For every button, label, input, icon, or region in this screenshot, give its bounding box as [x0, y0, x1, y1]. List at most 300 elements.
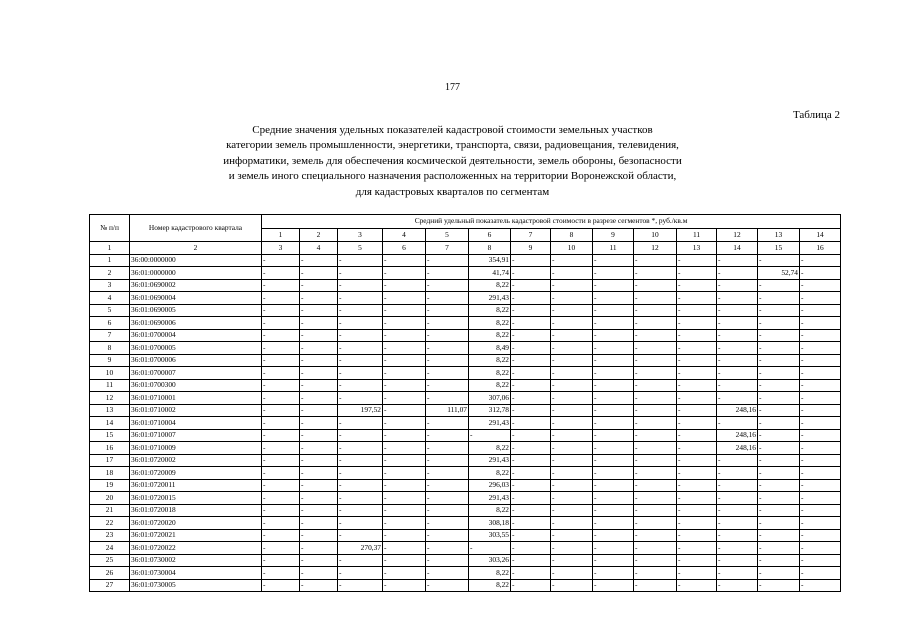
- segment-value-cell: -: [426, 554, 469, 567]
- segment-value-cell: -: [634, 392, 677, 405]
- segment-value-cell: -: [800, 542, 841, 555]
- cadastral-quarter-cell: 36:01:0720009: [130, 467, 262, 480]
- segment-value-cell: -: [338, 567, 383, 580]
- segment-number: 14: [800, 228, 841, 242]
- segment-value-cell: -: [634, 504, 677, 517]
- segment-value-cell: -: [383, 479, 426, 492]
- row-number-cell: 21: [90, 504, 130, 517]
- segment-value-cell: -: [758, 342, 800, 355]
- segment-value-cell: -: [634, 267, 677, 280]
- segment-value-cell: 308,18: [469, 517, 511, 530]
- segment-value-cell: -: [338, 479, 383, 492]
- cadastral-quarter-cell: 36:01:0690004: [130, 292, 262, 305]
- segment-value-cell: -: [800, 267, 841, 280]
- segment-value-cell: -: [511, 304, 551, 317]
- row-number-cell: 22: [90, 517, 130, 530]
- segment-number: 8: [551, 228, 593, 242]
- segment-value-cell: 8,22: [469, 379, 511, 392]
- column-number: 15: [758, 242, 800, 255]
- row-number-cell: 26: [90, 567, 130, 580]
- segment-value-cell: -: [383, 317, 426, 330]
- segment-value-cell: -: [338, 579, 383, 592]
- segment-value-cell: -: [262, 329, 300, 342]
- row-number-cell: 9: [90, 354, 130, 367]
- segment-value-cell: -: [262, 367, 300, 380]
- segment-value-cell: -: [717, 517, 758, 530]
- cadastral-quarter-cell: 36:00:0000000: [130, 254, 262, 267]
- segment-value-cell: -: [758, 254, 800, 267]
- segment-value-cell: -: [300, 404, 338, 417]
- segment-value-cell: -: [593, 329, 634, 342]
- cadastral-quarter-cell: 36:01:0700006: [130, 354, 262, 367]
- table-row: [90, 542, 841, 555]
- column-number: 10: [551, 242, 593, 255]
- segment-value-cell: -: [262, 529, 300, 542]
- segment-value-cell: -: [511, 579, 551, 592]
- segment-value-cell: -: [593, 267, 634, 280]
- segment-value-cell: -: [717, 554, 758, 567]
- segment-value-cell: -: [300, 517, 338, 530]
- segment-value-cell: -: [634, 517, 677, 530]
- segment-value-cell: -: [383, 342, 426, 355]
- segment-value-cell: -: [551, 404, 593, 417]
- segment-value-cell: -: [551, 429, 593, 442]
- segment-value-cell: -: [511, 504, 551, 517]
- segment-value-cell: -: [300, 367, 338, 380]
- segment-value-cell: -: [717, 579, 758, 592]
- segment-value-cell: -: [717, 329, 758, 342]
- segment-value-cell: -: [551, 467, 593, 480]
- segment-value-cell: -: [383, 329, 426, 342]
- table-row: [90, 292, 841, 305]
- segment-value-cell: -: [383, 492, 426, 505]
- segment-value-cell: -: [800, 567, 841, 580]
- segment-value-cell: -: [551, 567, 593, 580]
- table-row: [90, 417, 841, 430]
- segment-value-cell: -: [800, 317, 841, 330]
- row-number-cell: 20: [90, 492, 130, 505]
- table-body: [90, 254, 841, 592]
- segment-value-cell: -: [300, 467, 338, 480]
- segment-value-cell: -: [426, 479, 469, 492]
- segment-value-cell: -: [262, 429, 300, 442]
- segment-value-cell: -: [262, 479, 300, 492]
- segment-value-cell: -: [426, 504, 469, 517]
- segment-value-cell: -: [717, 354, 758, 367]
- segment-value-cell: -: [426, 567, 469, 580]
- segment-value-cell: -: [758, 417, 800, 430]
- segment-value-cell: -: [800, 554, 841, 567]
- segment-value-cell: -: [634, 429, 677, 442]
- row-number-cell: 17: [90, 454, 130, 467]
- segment-number: 9: [593, 228, 634, 242]
- segment-value-cell: 8,22: [469, 279, 511, 292]
- segment-value-cell: -: [426, 529, 469, 542]
- segment-value-cell: -: [338, 442, 383, 455]
- segment-value-cell: 303,55: [469, 529, 511, 542]
- cadastral-quarter-cell: 36:01:0700004: [130, 329, 262, 342]
- segment-value-cell: -: [717, 567, 758, 580]
- cadastral-quarter-cell: 36:01:0710009: [130, 442, 262, 455]
- segment-value-cell: -: [426, 279, 469, 292]
- segment-value-cell: 8,22: [469, 317, 511, 330]
- segment-number: 6: [469, 228, 511, 242]
- segment-value-cell: 8,49: [469, 342, 511, 355]
- segment-value-cell: -: [426, 542, 469, 555]
- header-segment-group: Средний удельный показатель кадастровой стоимости в разрезе сегментов *, руб./кв.м: [262, 215, 841, 229]
- segment-value-cell: -: [262, 417, 300, 430]
- segment-value-cell: -: [262, 404, 300, 417]
- segment-value-cell: 197,52: [338, 404, 383, 417]
- segment-value-cell: -: [758, 392, 800, 405]
- column-number: 11: [593, 242, 634, 255]
- segment-value-cell: -: [551, 542, 593, 555]
- segment-value-cell: -: [634, 404, 677, 417]
- segment-value-cell: -: [426, 379, 469, 392]
- segment-value-cell: 41,74: [469, 267, 511, 280]
- segment-value-cell: -: [262, 379, 300, 392]
- document-title: [0, 123, 905, 200]
- segment-value-cell: -: [800, 392, 841, 405]
- segment-value-cell: -: [338, 379, 383, 392]
- segment-value-cell: -: [717, 529, 758, 542]
- segment-value-cell: -: [338, 354, 383, 367]
- row-number-cell: 11: [90, 379, 130, 392]
- segment-value-cell: -: [593, 542, 634, 555]
- segment-value-cell: -: [593, 504, 634, 517]
- cadastral-quarter-cell: 36:01:0720020: [130, 517, 262, 530]
- segment-value-cell: -: [426, 492, 469, 505]
- row-number-cell: 1: [90, 254, 130, 267]
- segment-value-cell: -: [551, 392, 593, 405]
- segment-value-cell: -: [383, 354, 426, 367]
- segment-value-cell: 8,22: [469, 442, 511, 455]
- segment-number: 5: [426, 228, 469, 242]
- segment-value-cell: -: [551, 479, 593, 492]
- segment-value-cell: -: [593, 317, 634, 330]
- segment-value-cell: -: [634, 379, 677, 392]
- segment-value-cell: -: [551, 529, 593, 542]
- cadastral-quarter-cell: 36:01:0730005: [130, 579, 262, 592]
- row-number-cell: 16: [90, 442, 130, 455]
- table-row: [90, 404, 841, 417]
- table-row: [90, 354, 841, 367]
- cadastral-quarter-cell: 36:01:0700005: [130, 342, 262, 355]
- segment-value-cell: -: [262, 254, 300, 267]
- segment-value-cell: -: [426, 317, 469, 330]
- segment-value-cell: -: [758, 554, 800, 567]
- table-row: [90, 379, 841, 392]
- segment-value-cell: -: [717, 292, 758, 305]
- segment-value-cell: -: [717, 467, 758, 480]
- title-line: для кадастровых кварталов по сегментам: [355, 185, 550, 198]
- segment-value-cell: -: [383, 292, 426, 305]
- segment-number: 10: [634, 228, 677, 242]
- segment-value-cell: -: [800, 329, 841, 342]
- segment-value-cell: -: [262, 579, 300, 592]
- segment-value-cell: -: [551, 329, 593, 342]
- segment-value-cell: -: [593, 304, 634, 317]
- segment-value-cell: 270,37: [338, 542, 383, 555]
- row-number-cell: 18: [90, 467, 130, 480]
- segment-value-cell: -: [551, 417, 593, 430]
- cadastral-quarter-cell: 36:01:0720002: [130, 454, 262, 467]
- segment-value-cell: -: [383, 442, 426, 455]
- segment-value-cell: -: [634, 342, 677, 355]
- segment-value-cell: -: [511, 267, 551, 280]
- segment-value-cell: -: [383, 542, 426, 555]
- column-number: 12: [634, 242, 677, 255]
- segment-value-cell: -: [677, 579, 717, 592]
- segment-value-cell: 8,22: [469, 354, 511, 367]
- segment-value-cell: -: [758, 367, 800, 380]
- segment-number: 12: [717, 228, 758, 242]
- segment-value-cell: -: [338, 329, 383, 342]
- segment-value-cell: -: [300, 417, 338, 430]
- segment-value-cell: -: [511, 479, 551, 492]
- table-row: [90, 304, 841, 317]
- segment-value-cell: -: [511, 492, 551, 505]
- segment-value-cell: -: [593, 292, 634, 305]
- segment-value-cell: 111,07: [426, 404, 469, 417]
- segment-value-cell: -: [551, 317, 593, 330]
- segment-value-cell: -: [426, 367, 469, 380]
- segment-value-cell: -: [677, 329, 717, 342]
- cadastral-quarter-cell: 36:01:0720021: [130, 529, 262, 542]
- segment-value-cell: -: [300, 567, 338, 580]
- segment-value-cell: -: [677, 404, 717, 417]
- segment-value-cell: 248,16: [717, 404, 758, 417]
- segment-value-cell: -: [426, 254, 469, 267]
- column-number: 14: [717, 242, 758, 255]
- cadastral-quarter-cell: 36:01:0720011: [130, 479, 262, 492]
- segment-value-cell: -: [677, 554, 717, 567]
- segment-value-cell: -: [551, 504, 593, 517]
- segment-value-cell: -: [677, 467, 717, 480]
- segment-value-cell: -: [262, 442, 300, 455]
- segment-value-cell: -: [383, 517, 426, 530]
- segment-number: 1: [262, 228, 300, 242]
- segment-value-cell: -: [593, 379, 634, 392]
- segment-value-cell: -: [383, 567, 426, 580]
- segment-value-cell: -: [338, 467, 383, 480]
- segment-value-cell: -: [511, 542, 551, 555]
- segment-value-cell: -: [383, 504, 426, 517]
- segment-value-cell: -: [634, 292, 677, 305]
- segment-value-cell: -: [426, 517, 469, 530]
- segment-value-cell: -: [634, 417, 677, 430]
- segment-value-cell: -: [511, 529, 551, 542]
- segment-number: 7: [511, 228, 551, 242]
- segment-value-cell: -: [758, 492, 800, 505]
- column-number: 6: [383, 242, 426, 255]
- table-row: [90, 429, 841, 442]
- table-row: [90, 267, 841, 280]
- segment-value-cell: -: [262, 504, 300, 517]
- segment-value-cell: -: [262, 454, 300, 467]
- segment-value-cell: -: [717, 379, 758, 392]
- segment-value-cell: 291,43: [469, 417, 511, 430]
- segment-value-cell: -: [426, 292, 469, 305]
- segment-value-cell: -: [717, 267, 758, 280]
- segment-value-cell: -: [262, 517, 300, 530]
- segment-value-cell: -: [717, 342, 758, 355]
- segment-value-cell: -: [677, 504, 717, 517]
- segment-value-cell: -: [262, 542, 300, 555]
- segment-value-cell: -: [758, 317, 800, 330]
- cadastral-quarter-cell: 36:01:0720018: [130, 504, 262, 517]
- segment-value-cell: -: [338, 392, 383, 405]
- segment-value-cell: -: [262, 267, 300, 280]
- segment-value-cell: -: [426, 267, 469, 280]
- segment-value-cell: -: [511, 404, 551, 417]
- segment-value-cell: -: [677, 417, 717, 430]
- segment-value-cell: 248,16: [717, 429, 758, 442]
- table-row: [90, 529, 841, 542]
- segment-value-cell: -: [383, 404, 426, 417]
- table-row: [90, 567, 841, 580]
- segment-value-cell: -: [338, 554, 383, 567]
- segment-value-cell: -: [262, 304, 300, 317]
- segment-value-cell: -: [800, 417, 841, 430]
- segment-value-cell: -: [262, 492, 300, 505]
- segment-value-cell: -: [800, 379, 841, 392]
- cadastral-quarter-cell: 36:01:0690002: [130, 279, 262, 292]
- table-row: [90, 504, 841, 517]
- segment-value-cell: -: [383, 429, 426, 442]
- segment-value-cell: -: [634, 442, 677, 455]
- cadastral-quarter-cell: 36:01:0700300: [130, 379, 262, 392]
- segment-value-cell: -: [300, 492, 338, 505]
- segment-value-cell: -: [593, 467, 634, 480]
- segment-value-cell: 291,43: [469, 492, 511, 505]
- segment-value-cell: -: [469, 429, 511, 442]
- segment-value-cell: -: [300, 317, 338, 330]
- segment-value-cell: -: [677, 304, 717, 317]
- segment-value-cell: -: [300, 392, 338, 405]
- segment-value-cell: -: [338, 517, 383, 530]
- segment-value-cell: -: [338, 267, 383, 280]
- segment-value-cell: -: [800, 404, 841, 417]
- segment-value-cell: -: [634, 567, 677, 580]
- cadastral-value-table: [89, 214, 841, 592]
- segment-value-cell: -: [634, 354, 677, 367]
- column-number: 13: [677, 242, 717, 255]
- segment-value-cell: -: [383, 267, 426, 280]
- segment-value-cell: -: [511, 392, 551, 405]
- segment-value-cell: -: [338, 304, 383, 317]
- segment-value-cell: -: [511, 554, 551, 567]
- table-row: [90, 517, 841, 530]
- segment-value-cell: -: [758, 429, 800, 442]
- header-row-number: № п/п: [90, 215, 130, 242]
- segment-value-cell: -: [511, 279, 551, 292]
- segment-value-cell: -: [677, 454, 717, 467]
- segment-value-cell: -: [300, 554, 338, 567]
- segment-value-cell: -: [511, 567, 551, 580]
- table-row: [90, 342, 841, 355]
- segment-value-cell: -: [551, 554, 593, 567]
- segment-value-cell: -: [300, 254, 338, 267]
- segment-value-cell: 8,22: [469, 567, 511, 580]
- segment-value-cell: -: [338, 292, 383, 305]
- segment-value-cell: -: [593, 579, 634, 592]
- segment-value-cell: -: [338, 342, 383, 355]
- segment-value-cell: -: [300, 479, 338, 492]
- segment-value-cell: -: [800, 579, 841, 592]
- segment-value-cell: -: [677, 267, 717, 280]
- segment-value-cell: -: [634, 542, 677, 555]
- segment-value-cell: -: [634, 467, 677, 480]
- segment-value-cell: -: [800, 367, 841, 380]
- segment-value-cell: -: [300, 279, 338, 292]
- row-number-cell: 15: [90, 429, 130, 442]
- segment-value-cell: -: [677, 279, 717, 292]
- segment-value-cell: -: [677, 292, 717, 305]
- table-row: [90, 579, 841, 592]
- segment-value-cell: -: [758, 379, 800, 392]
- segment-value-cell: -: [338, 317, 383, 330]
- segment-value-cell: -: [426, 354, 469, 367]
- segment-value-cell: 291,43: [469, 292, 511, 305]
- segment-value-cell: -: [800, 354, 841, 367]
- segment-value-cell: -: [800, 429, 841, 442]
- cadastral-quarter-cell: 36:01:0710002: [130, 404, 262, 417]
- segment-value-cell: -: [593, 367, 634, 380]
- column-number-row: [90, 242, 841, 255]
- segment-value-cell: -: [593, 279, 634, 292]
- segment-value-cell: -: [300, 292, 338, 305]
- segment-value-cell: -: [426, 304, 469, 317]
- segment-value-cell: -: [262, 292, 300, 305]
- segment-value-cell: -: [300, 529, 338, 542]
- segment-value-cell: -: [383, 529, 426, 542]
- table-label: Таблица 2: [792, 109, 840, 121]
- segment-value-cell: -: [511, 379, 551, 392]
- segment-value-cell: -: [677, 542, 717, 555]
- segment-value-cell: -: [338, 367, 383, 380]
- segment-value-cell: -: [758, 329, 800, 342]
- row-number-cell: 10: [90, 367, 130, 380]
- row-number-cell: 3: [90, 279, 130, 292]
- segment-value-cell: -: [511, 254, 551, 267]
- cadastral-quarter-cell: 36:01:0000000: [130, 267, 262, 280]
- segment-value-cell: 8,22: [469, 579, 511, 592]
- table-row: [90, 492, 841, 505]
- segment-value-cell: -: [383, 304, 426, 317]
- segment-value-cell: -: [717, 254, 758, 267]
- page-number: 177: [445, 82, 460, 93]
- segment-value-cell: -: [300, 542, 338, 555]
- segment-value-cell: 296,03: [469, 479, 511, 492]
- cadastral-quarter-cell: 36:01:0690006: [130, 317, 262, 330]
- segment-value-cell: -: [593, 429, 634, 442]
- segment-value-cell: -: [758, 579, 800, 592]
- segment-value-cell: -: [717, 492, 758, 505]
- segment-value-cell: -: [511, 454, 551, 467]
- table-row: [90, 467, 841, 480]
- row-number-cell: 8: [90, 342, 130, 355]
- segment-value-cell: -: [717, 367, 758, 380]
- segment-value-cell: -: [758, 479, 800, 492]
- segment-value-cell: -: [551, 367, 593, 380]
- table-row: [90, 554, 841, 567]
- segment-value-cell: -: [551, 267, 593, 280]
- segment-value-cell: -: [551, 442, 593, 455]
- segment-value-cell: -: [511, 417, 551, 430]
- cadastral-quarter-cell: 36:01:0710007: [130, 429, 262, 442]
- segment-value-cell: -: [758, 279, 800, 292]
